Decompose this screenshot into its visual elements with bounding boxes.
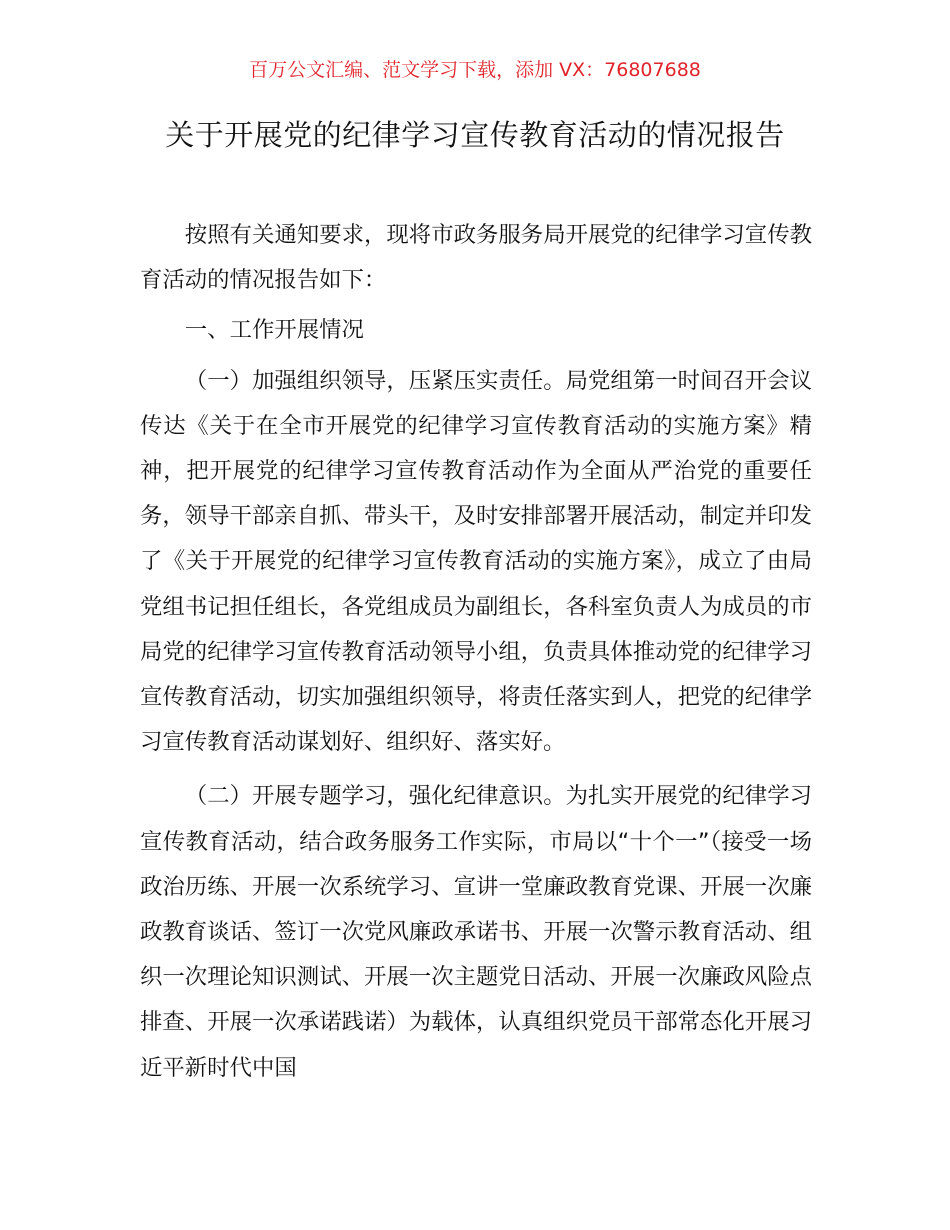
section-heading: 一、工作开展情况 xyxy=(184,317,364,344)
document-body xyxy=(140,213,812,1091)
document-title: 关于开展党的纪律学习宣传教育活动的情况报告 xyxy=(165,118,785,152)
paragraph-organization: （一）加强组织领导，压紧压实责任。局党组第一时间召开会议传达《关于在全市开展党的纪律学习宣传教育活动的实施方案》精神，把开展党的纪律学习宣传教育活动作为全面从严治党的重要任务，领导干部亲自抓、带头干，及时安排部署开展活动，制定并印发了《关于开展党的纪律学习宣传教育活动的实施方案》，成立了由局党组书记担任组长，各党组成员为副组长，各科室负责人为成员的市局党的纪律学习宣传教育活动领导小组，负责具体推动党的纪律学习宣传教育活动，切实加强组织领导，将责任落实到人，把党的纪律学习宣传教育活动谋划好、组织好、落实好。 xyxy=(140,367,812,756)
watermark-promo-header: 百万公文汇编、范文学习下载，添加 VX：76807688 xyxy=(249,59,701,81)
intro-paragraph: 按照有关通知要求，现将市政务服务局开展党的纪律学习宣传教育活动的情况报告如下： xyxy=(140,222,812,294)
paragraph-study: （二）开展专题学习，强化纪律意识。为扎实开展党的纪律学习宣传教育活动，结合政务服务工作实际，市局以“十个一”（接受一场政治历练、开展一次系统学习、宣讲一堂廉政教育党课、开展一次廉政教育谈话、签订一次党风廉政承诺书、开展一次警示教育活动、组织一次理论知识测试、开展一次主题党日活动、开展一次廉政风险点排查、开展一次承诺践诺）为载体，认真组织党员干部常态化开展习近平新时代中国 xyxy=(140,783,812,1081)
